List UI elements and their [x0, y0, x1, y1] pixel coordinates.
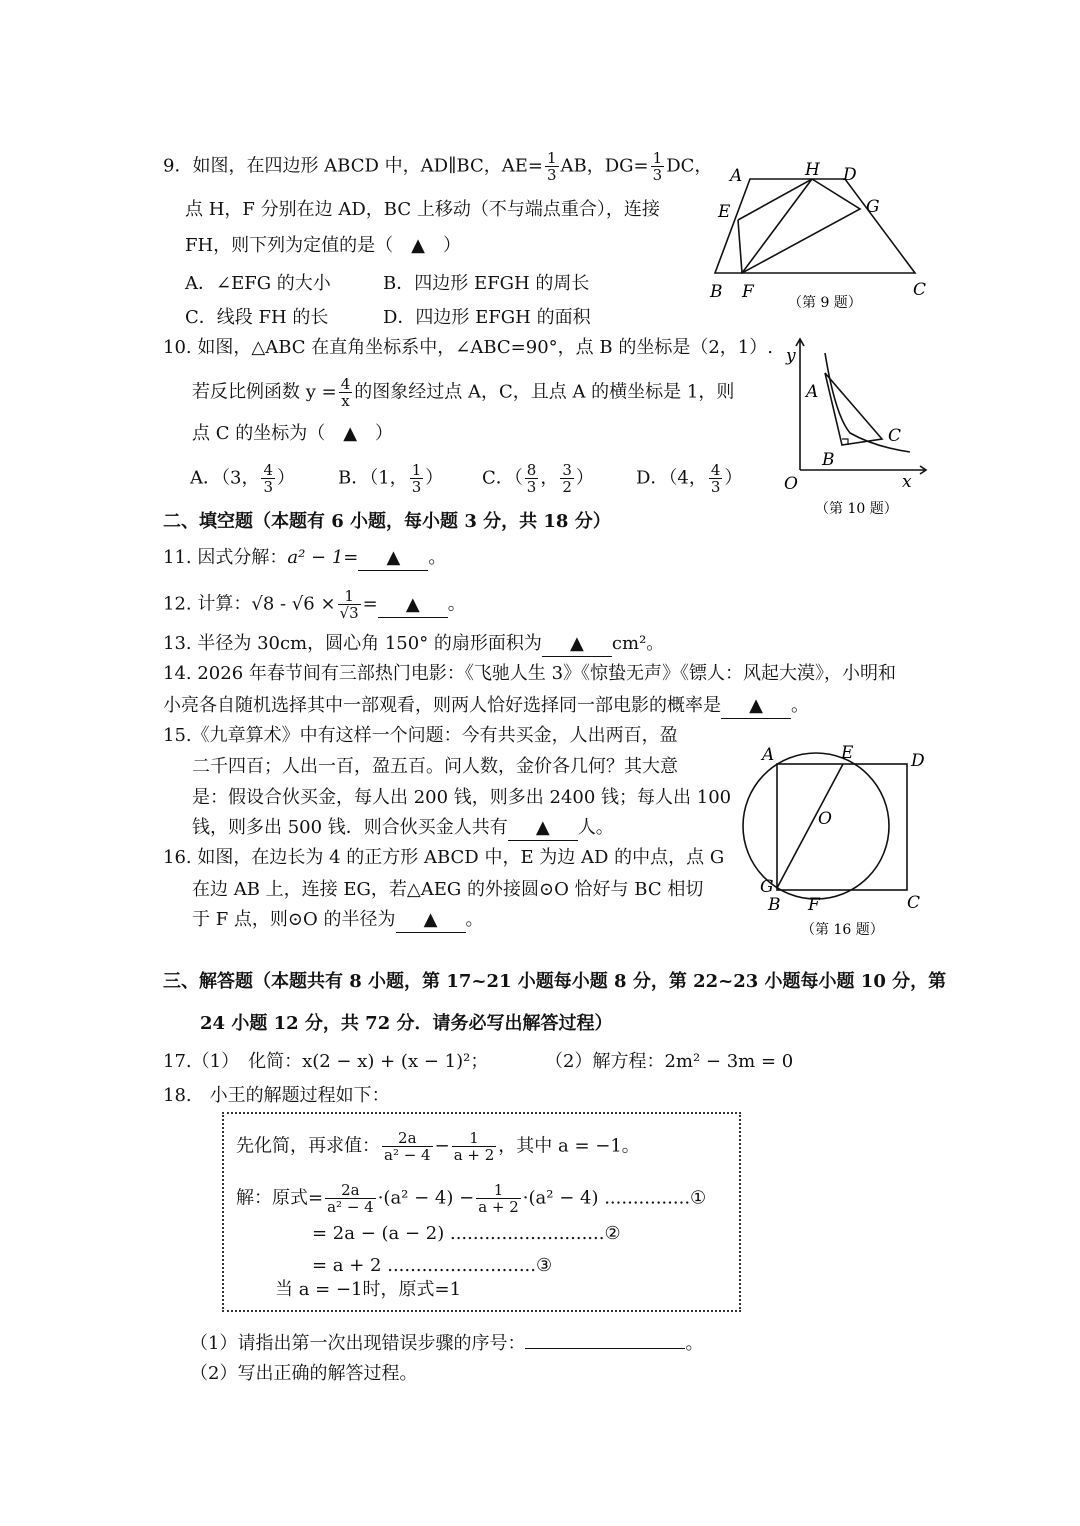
q17-part2: （2）解方程：2m² − 3m = 0: [545, 1051, 794, 1072]
q18-sub2: （2）写出正确的解答过程。: [190, 1363, 418, 1384]
q16-label-a: A: [762, 745, 775, 765]
q18-step1: [236, 1182, 706, 1215]
q9-option-a: A．∠EFG 的大小: [185, 273, 331, 294]
q18-step3: = a + 2 ..........................③: [312, 1255, 553, 1276]
q11-pre: 11. 因式分解：: [163, 547, 288, 568]
q9-line2: 点 H，F 分别在边 AD，BC 上移动（不与端点重合），连接: [185, 199, 660, 220]
q16-segment-eg: [777, 764, 843, 888]
q9-quadrilateral-abcd: [715, 179, 915, 273]
q9-label-b: B: [710, 282, 723, 302]
q10-opt-a-num: 4: [263, 461, 273, 479]
section-2-heading: 二、填空题（本题有 6 小题，每小题 3 分，共 18 分）: [163, 511, 611, 532]
q12-answer-blank[interactable]: ▲: [378, 593, 448, 618]
q16-label-o: O: [818, 809, 832, 829]
q9-quadrilateral-efgh: [738, 179, 860, 273]
q10-opt-b-pre: B．（1，: [338, 467, 408, 489]
q10-text-a: 若反比例函数 y =: [192, 381, 337, 403]
q10-line2: [192, 376, 734, 409]
q9-dg-fraction: [651, 150, 665, 183]
q10-opt-d-num: 4: [710, 461, 721, 479]
q10-opt-c-frac1: [525, 462, 539, 495]
q9-label-h: H: [805, 160, 820, 180]
q9-ae-fraction: [545, 150, 559, 183]
q10-option-d: [636, 462, 742, 495]
q10-opt-c-num2: 3: [562, 461, 572, 479]
q11: [163, 546, 446, 571]
q12-frac-den: √3: [339, 604, 359, 622]
q10-option-b: [338, 462, 443, 495]
q14-answer-blank[interactable]: ▲: [721, 694, 791, 719]
q9-option-c: C．线段 FH 的长: [185, 307, 329, 328]
q18-task-frac2: [452, 1130, 497, 1163]
q12-post: 。: [447, 593, 466, 615]
q18-when: 当 a = −1时，原式=1: [275, 1279, 462, 1300]
q16-line1: 16. 如图，在边长为 4 的正方形 ABCD 中，E 为边 AD 的中点，点 G: [163, 847, 725, 868]
q16-label-e: E: [841, 743, 854, 763]
q18-task-frac2-den: a + 2: [453, 1146, 495, 1164]
q9-text-c: DC，: [666, 155, 713, 177]
q10-option-c: [482, 462, 594, 495]
q16-answer-blank[interactable]: ▲: [396, 908, 466, 933]
q14-text: 小亮各自随机选择其中一部观看，则两人恰好选择同一部电影的概率是: [163, 695, 721, 716]
q9-dg-den: 3: [652, 166, 663, 184]
q9-option-b: B．四边形 EFGH 的周长: [383, 273, 590, 294]
q10-label-c: C: [888, 426, 902, 446]
q9-dg-num: 1: [652, 149, 663, 167]
q18-sub1: [190, 1332, 703, 1356]
q12-frac-num: 1: [338, 588, 361, 605]
q10-opt-c-pre: C．（: [482, 467, 523, 489]
q16-label-d: D: [911, 751, 925, 771]
q10-opt-d-frac: [709, 462, 723, 495]
q17-part1: 17.（1） 化简：x(2 − x) + (x − 1)²；: [163, 1051, 489, 1072]
q9-text-b: AB，DG=: [560, 155, 649, 177]
q10-label-x: x: [902, 472, 912, 492]
q18-sol-frac1-num: 2a: [325, 1182, 376, 1199]
q12-expression: √8 - √6 ×: [251, 593, 336, 615]
q10-opt-b-post: ）: [425, 467, 444, 489]
q10-label-o: O: [784, 474, 798, 494]
q12-fraction: [338, 588, 361, 621]
q18-task: [236, 1130, 640, 1163]
q15-answer-blank[interactable]: ▲: [508, 816, 578, 841]
q16-square-abcd: [777, 764, 907, 890]
q15-line3: 是：假设合伙买金，每人出 200 钱，则多出 2400 钱；每人出 100: [192, 787, 732, 808]
q9-segment-fh: [742, 179, 812, 273]
q10-opt-d-pre: D．（4，: [636, 467, 707, 489]
q11-answer-blank[interactable]: ▲: [358, 546, 428, 571]
q10-opt-d-den: 3: [710, 478, 721, 496]
q16-post: 。: [465, 909, 484, 930]
q10-opt-b-den: 3: [411, 478, 422, 496]
q18-sol-frac1-den: a² − 4: [327, 1198, 374, 1216]
q10-opt-a-post: ）: [277, 467, 295, 489]
q16-label-b: B: [768, 895, 781, 915]
q14-line1: 14. 2026 年春节间有三部热门电影：《飞驰人生 3》《惊蛰无声》《镖人：风起大漠》，小明和: [163, 663, 897, 684]
q12: [163, 588, 466, 621]
section-3-heading-line2: 24 小题 12 分，共 72 分．请务必写出解答过程）: [200, 1013, 613, 1034]
q15-line2: 二千四百；人出一百，盈五百。问人数，金价各几何？其大意: [192, 756, 678, 777]
q10-func-den: x: [341, 392, 350, 410]
q18-sol-mid2: ·(a² − 4) ...............①: [522, 1187, 707, 1209]
q10-line3: 点 C 的坐标为（ ▲ ）: [192, 423, 394, 444]
q10-opt-c-mid: ，: [540, 467, 559, 489]
q10-opt-b-frac: [410, 462, 424, 495]
q10-text-b: 的图象经过点 A，C，且点 A 的横坐标是 1，则: [354, 381, 735, 403]
q18-sol-mid1: ·(a² − 4) −: [377, 1187, 475, 1209]
q10-opt-c-post: ）: [575, 467, 594, 489]
q9-label-a: A: [730, 166, 743, 186]
q16-figure: [735, 738, 935, 943]
q15-line4: [192, 816, 614, 841]
q13-post: cm²。: [611, 633, 665, 654]
q10-opt-c-num1: 8: [526, 461, 537, 479]
q10-opt-a-frac: [261, 462, 275, 495]
q18-task-minus: −: [434, 1135, 450, 1157]
q10-figure: [780, 335, 930, 520]
q18-intro: 18. 小王的解题过程如下：: [163, 1085, 390, 1106]
q15-post: 人。: [577, 817, 614, 838]
q10-opt-d-post: ）: [724, 467, 743, 489]
q9-label-d: D: [843, 165, 857, 185]
q12-pre: 12. 计算：: [163, 593, 252, 615]
q15-text: 钱，则多出 500 钱．则合伙买金人共有: [192, 817, 508, 838]
q9-text-a: 9．如图，在四边形 ABCD 中，AD∥BC，AE=: [163, 155, 543, 177]
q18-step2: = 2a − (a − 2) ...........................②: [312, 1223, 621, 1244]
q16-line2: 在边 AB 上，连接 EG，若△AEG 的外接圆⊙O 恰好与 BC 相切: [192, 879, 704, 900]
q18-task-frac1-den: a² − 4: [384, 1146, 431, 1164]
q10-opt-a-pre: A．（3，: [190, 467, 260, 489]
q14-post: 。: [791, 695, 809, 716]
q14-line2: [163, 694, 809, 719]
q10-opt-a-den: 3: [263, 478, 273, 496]
q16-text: 于 F 点，则⊙O 的半径为: [192, 909, 396, 930]
q18-sub1-post: 。: [685, 1333, 704, 1354]
q15-line1: 15.《九章算术》中有这样一个问题：今有共买金，人出两百，盈: [163, 725, 678, 746]
q9-ae-num: 1: [546, 149, 557, 167]
q18-sub1-text: （1）请指出第一次出现错误步骤的序号：: [190, 1333, 526, 1354]
q10-opt-c-den1: 3: [526, 478, 537, 496]
q18-task-frac2-num: 1: [452, 1130, 497, 1147]
q10-line1: 10. 如图，△ABC 在直角坐标系中，∠ABC=90°，点 B 的坐标是（2，1）.: [163, 337, 773, 358]
q16-label-g: G: [760, 877, 774, 897]
q10-function-fraction: [339, 376, 353, 409]
q13-pre: 13. 半径为 30cm，圆心角 150° 的扇形面积为: [163, 633, 542, 654]
q9-ae-den: 3: [546, 166, 557, 184]
q18-task-frac1: [382, 1130, 433, 1163]
q18-sol-frac1: [325, 1182, 376, 1215]
q9-label-g: G: [866, 197, 880, 217]
q16-label-c: C: [907, 893, 921, 913]
q12-equals: =: [362, 593, 378, 615]
q10-func-num: 4: [340, 375, 351, 393]
q10-option-a: [190, 462, 295, 495]
q10-opt-c-den2: 2: [562, 478, 572, 496]
q10-caption: （第 10 题）: [815, 501, 898, 517]
section-3-heading-line1: 三、解答题（本题共有 8 小题，第 17~21 小题每小题 8 分，第 22~23 小题每小题 10 分，第: [163, 971, 947, 992]
q18-sub1-answer-blank[interactable]: [525, 1348, 685, 1349]
q11-post: 。: [428, 547, 447, 568]
q9-option-d: D．四边形 EFGH 的面积: [383, 307, 591, 328]
q18-task-pre: 先化简，再求值：: [236, 1135, 380, 1157]
q10-label-y: y: [786, 346, 796, 366]
q9-line3: FH，则下列为定值的是（ ▲ ）: [185, 235, 462, 256]
q16-label-f: F: [808, 895, 820, 915]
q16-caption: （第 16 题）: [801, 922, 884, 938]
q18-sol-frac2-num: 1: [476, 1182, 521, 1199]
q16-line3: [192, 908, 484, 933]
q9-label-f: F: [742, 282, 754, 302]
q9-line1: [163, 150, 712, 183]
q10-label-b: B: [822, 450, 835, 470]
q10-opt-b-num: 1: [411, 461, 422, 479]
q9-figure: [700, 155, 940, 320]
q18-task-post: ，其中 a = −1。: [498, 1135, 640, 1157]
q13-answer-blank[interactable]: ▲: [542, 632, 612, 657]
q9-label-c: C: [913, 280, 927, 300]
q18-sol-frac2: [476, 1182, 521, 1215]
q9-caption: （第 9 题）: [788, 295, 862, 311]
q10-opt-c-frac2: [560, 462, 574, 495]
q18-sol-frac2-den: a + 2: [478, 1198, 519, 1216]
q11-expression: a² − 1=: [287, 547, 359, 568]
q10-label-a: A: [806, 382, 819, 402]
q9-label-e: E: [718, 202, 731, 222]
q18-sol-pre: 解：原式=: [236, 1187, 324, 1209]
q18-task-frac1-num: 2a: [382, 1130, 433, 1147]
q13: [163, 632, 664, 657]
